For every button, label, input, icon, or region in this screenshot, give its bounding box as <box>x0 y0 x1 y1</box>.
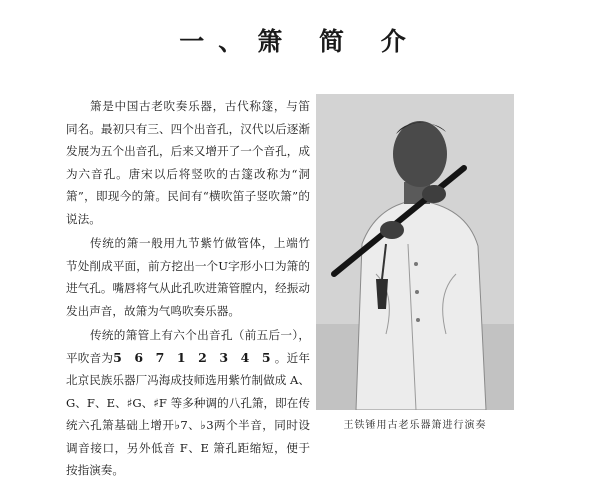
performer-illustration <box>316 94 514 410</box>
paragraph-holes <box>66 324 310 482</box>
body-text <box>66 95 310 484</box>
paragraph-construction: 传统的箫一般用九节紫竹做管体，上端竹节处削成平面，前方挖出一个U字形小口为箫的进气孔。嘴唇将气从此孔吹进箫管膛内，经振动发出声音，故箫为气鸣吹奏乐器。 <box>66 236 310 318</box>
pitch-notation: 5 6 7 1 2 3 4 5 <box>113 349 275 365</box>
paragraph-history: 箫是中国古老吹奏乐器，古代称篴，与笛同名。最初只有三、四个出音孔，汉代以后逐渐发展为五个出音孔，后来又增开了一个音孔，成为六音孔。唐宋以后将竖吹的古篴改称为“洞箫”，即现今的箫。民间有“横吹笛子竖吹箫”的说法。 <box>66 99 310 226</box>
performer-photo <box>316 94 514 410</box>
paragraph-holes-rest: 。近年北京民族乐器厂冯海成技师选用紫竹制做成 A、G、F、E、♯G、♯F 等多种调的八孔箫，即在传统六孔箫基础上增开♭7、♭3两个半音，同时设调音接口，另外低音 F、E 箫孔距缩短，便于按指演奏。 <box>66 350 310 477</box>
paragraph-holes-lead: 传统的箫管上有六个出音孔（前五后一），平吹音为 <box>66 328 310 365</box>
page-title: 一、箫 简 介 <box>179 27 420 56</box>
photo-caption: 王铁锤用古老乐器箫进行演奏 <box>343 420 487 431</box>
